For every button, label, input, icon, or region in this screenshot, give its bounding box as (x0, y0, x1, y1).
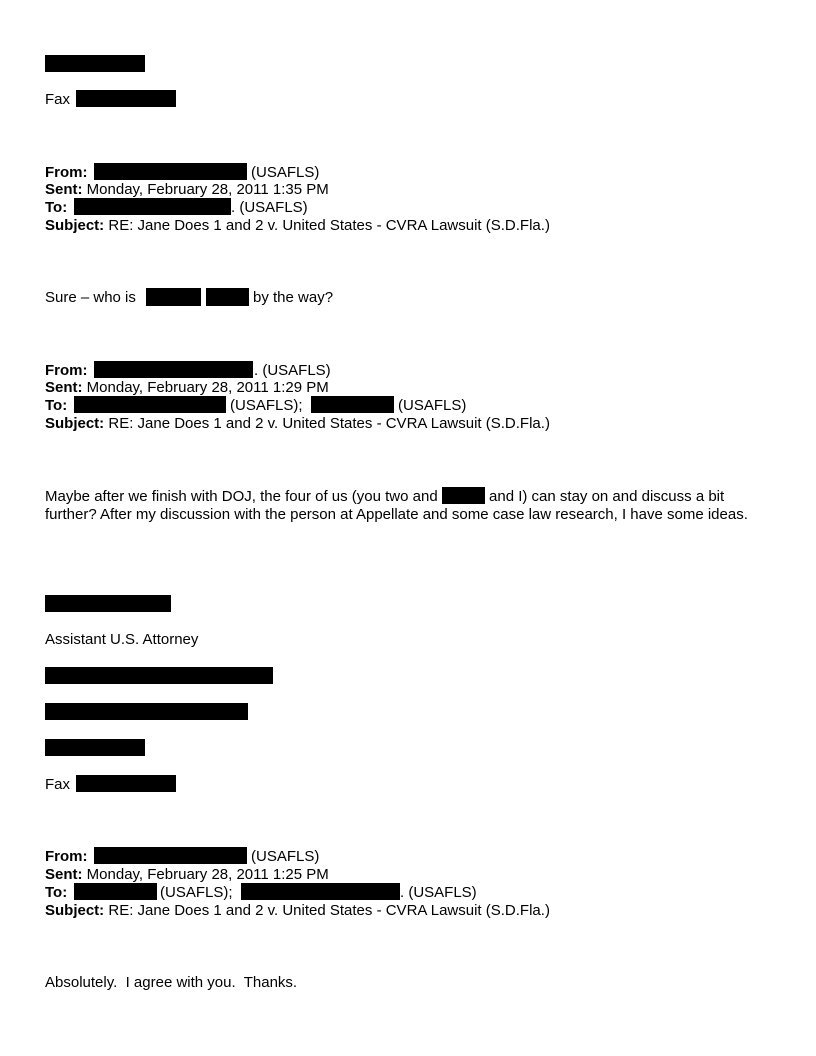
redaction-block (94, 361, 253, 378)
to-suffix: . (USAFLS) (400, 884, 477, 901)
from-label: From: (45, 848, 88, 865)
redaction-block (206, 288, 249, 306)
redaction-block (76, 775, 176, 792)
redaction-block (241, 883, 400, 900)
from-label: From: (45, 362, 88, 379)
redaction-block (94, 847, 247, 864)
body-text: Maybe after we finish with DOJ, the four of us (you two and (45, 488, 438, 505)
redaction-block (76, 90, 176, 107)
sent-line (45, 379, 329, 397)
sent-label: Sent: (45, 181, 83, 198)
redaction-block (74, 198, 231, 215)
redaction-block (146, 288, 201, 306)
to-line (45, 884, 67, 902)
redaction-block (45, 703, 248, 720)
email-body: Absolutely. I agree with you. Thanks. (45, 974, 298, 991)
redaction-block (45, 739, 145, 756)
subject-value: RE: Jane Does 1 and 2 v. United States - CVRA Lawsuit (S.D.Fla.) (108, 415, 550, 432)
fax-label: Fax (45, 776, 71, 793)
redaction-block (45, 55, 145, 72)
subject-line (45, 415, 550, 433)
from-line (45, 164, 88, 182)
sent-line (45, 866, 329, 884)
subject-label: Subject: (45, 217, 105, 234)
redaction-block (74, 396, 226, 413)
redaction-block (94, 163, 247, 180)
from-label: From: (45, 164, 88, 181)
subject-value: RE: Jane Does 1 and 2 v. United States - CVRA Lawsuit (S.D.Fla.) (108, 217, 550, 234)
to-label: To: (45, 199, 68, 216)
to-suffix: . (USAFLS) (231, 199, 308, 216)
body-suffix: by the way? (253, 289, 334, 306)
from-line (45, 848, 88, 866)
body-text: and I) can stay on and discuss a bit further? After my discussion with the person at Appellate and some case law research, I have some ideas. (45, 488, 748, 523)
body-prefix: Sure – who is (45, 289, 136, 306)
redaction-block (442, 487, 485, 504)
to-label: To: (45, 397, 68, 414)
redaction-block (45, 595, 171, 612)
from-line (45, 362, 88, 380)
to-suffix: (USAFLS) (398, 397, 467, 414)
sent-value: Monday, February 28, 2011 1:25 PM (86, 866, 329, 883)
sent-value: Monday, February 28, 2011 1:29 PM (86, 379, 329, 396)
fax-label: Fax (45, 91, 71, 108)
to-line (45, 397, 67, 415)
to-suffix: (USAFLS); (160, 884, 233, 901)
sent-label: Sent: (45, 866, 83, 883)
sent-label: Sent: (45, 379, 83, 396)
to-label: To: (45, 884, 68, 901)
subject-label: Subject: (45, 902, 105, 919)
redaction-block (74, 883, 157, 900)
subject-value: RE: Jane Does 1 and 2 v. United States - CVRA Lawsuit (S.D.Fla.) (108, 902, 550, 919)
from-suffix: (USAFLS) (251, 848, 320, 865)
signature-title: Assistant U.S. Attorney (45, 631, 199, 648)
from-suffix: (USAFLS) (251, 164, 320, 181)
redaction-block (45, 667, 273, 684)
to-suffix: (USAFLS); (230, 397, 303, 414)
from-suffix: . (USAFLS) (254, 362, 331, 379)
subject-line (45, 902, 550, 920)
sent-value: Monday, February 28, 2011 1:35 PM (86, 181, 329, 198)
to-line (45, 199, 67, 217)
subject-label: Subject: (45, 415, 105, 432)
redaction-block (311, 396, 394, 413)
email-body (45, 487, 775, 524)
sent-line (45, 181, 329, 199)
subject-line (45, 217, 550, 235)
